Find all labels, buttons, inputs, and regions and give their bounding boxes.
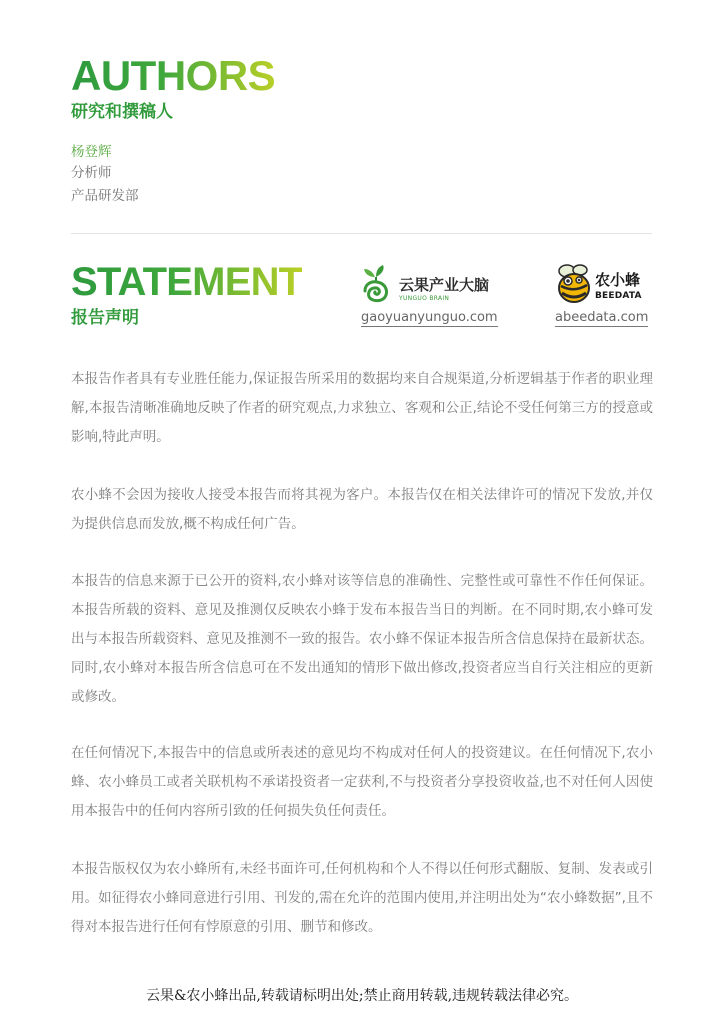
statement-heading: STATEMENT — [71, 260, 303, 304]
beedata-url-link[interactable]: abeedata.com — [555, 310, 649, 325]
yunguo-logo — [359, 263, 501, 331]
authors-heading: AUTHORS — [71, 52, 276, 99]
sprout-swirl-icon — [359, 263, 393, 303]
statement-paragraph-2: 农小蜂不会因为接收人接受本报告而将其视为客户。本报告仅在相关法律许可的情况下发放,并仅为提供信息而发放,概不构成任何广告。 — [71, 487, 653, 532]
section-divider — [71, 233, 652, 234]
beedata-brand-name: 农小蜂 — [595, 271, 641, 289]
statement-paragraph-4: 在任何情况下,本报告中的信息或所表述的意见均不构成对任何人的投资建议。在任何情况下,农小蜂、农小蜂员工或者关联机构不承诺投资者一定获利,不与投资者分享投资收益,也不对任何人因使用本报告中的任何内容所引致的任何损失负任何责任。 — [71, 745, 653, 819]
bee-icon — [553, 263, 593, 305]
yunguo-brand-name: 云果产业大脑 — [399, 276, 490, 294]
beedata-logo — [553, 263, 653, 331]
statement-paragraph-5: 本报告版权仅为农小蜂所有,未经书面许可,任何机构和个人不得以任何形式翻版、复制、发表或引用。如征得农小蜂同意进行引用、刊发的,需在允许的范围内使用,并注明出处为“农小蜂数据”,且不得对本报告进行任何有悖原意的引用、删节和修改。 — [71, 861, 653, 935]
author-role: 分析师 — [71, 165, 112, 181]
authors-subheading: 研究和撰稿人 — [71, 102, 173, 122]
author-name: 杨登辉 — [71, 144, 112, 160]
author-department: 产品研发部 — [71, 188, 139, 204]
footer-copyright: 云果&农小蜂出品,转载请标明出处;禁止商用转载,违规转载法律必究。 — [145, 988, 579, 1004]
beedata-brand-english: BEEDATA — [595, 291, 642, 301]
statement-paragraph-1: 本报告作者具有专业胜任能力,保证报告所采用的数据均来自合规渠道,分析逻辑基于作者的职业理解,本报告清晰准确地反映了作者的研究观点,力求独立、客观和公正,结论不受任何第三方的授意或影响,特此声明。 — [71, 371, 653, 445]
statement-subheading: 报告声明 — [71, 308, 139, 328]
statement-paragraph-3: 本报告的信息来源于已公开的资料,农小蜂对该等信息的准确性、完整性或可靠性不作任何保证。本报告所载的资料、意见及推测仅反映农小蜂于发布本报告当日的判断。在不同时期,农小蜂可发出与本报告所载资料、意见及推测不一致的报告。农小蜂不保证本报告所含信息保持在最新状态。同时,农小蜂对本报告所含信息可在不发出通知的情形下做出修改,投资者应当自行关注相应的更新或修改。 — [71, 573, 653, 705]
yunguo-brand-english: YUNGUO BRAIN — [399, 295, 450, 302]
yunguo-url-link[interactable]: gaoyuanyunguo.com — [361, 310, 498, 325]
